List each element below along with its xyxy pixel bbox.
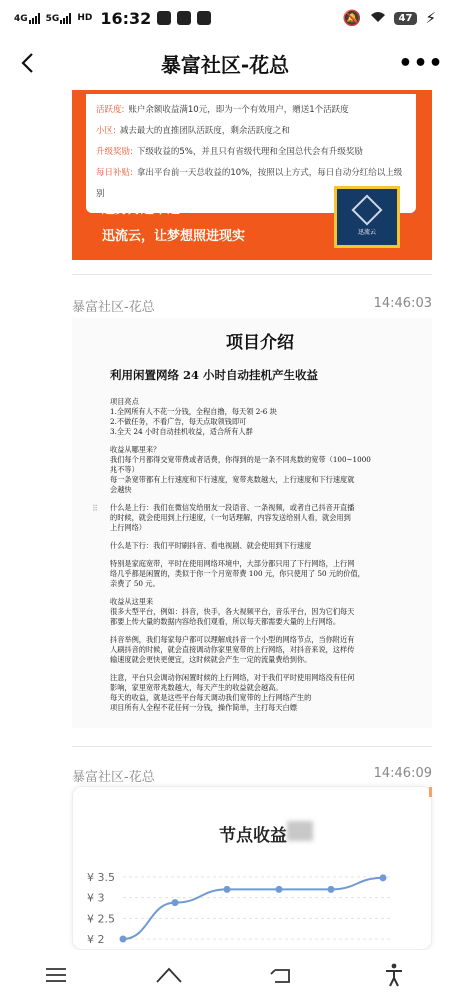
doc-line: 注意，平台只会调动你闲置时候的上行网络，对于我们平时使用网络没有任何 (110, 673, 355, 682)
series-line (123, 878, 383, 939)
chat-header (0, 36, 450, 90)
document-text (110, 328, 410, 713)
rule-line: 升级奖励: 下级收益的5%，并且只有省级代理和全国总代会有升级奖励 (96, 147, 363, 157)
doc-line: 每一条宽带都有上行速度和下行速度，宽带兆数越大，上行速度和下行速度就 (110, 475, 355, 484)
divider (72, 274, 432, 275)
data-point (120, 936, 127, 943)
doc-line: 我们每个月都得交宽带费或者话费，你得到的是一条不同兆数的宽带（100~1000 (110, 455, 371, 464)
divider (72, 746, 432, 747)
data-point (328, 886, 335, 893)
rule-line: 每日补贴: 拿出平台前一天总收益的10%，按照以上方式，每日自动分红给以上级别 (96, 168, 403, 199)
doc-line: 输速度就会更快更便宜，这时候就会产生一定的流量费给到你。 (110, 655, 312, 664)
doc-line: 影响，家里宽带兆数越大，每天产生的收益就会越高。 (110, 683, 283, 692)
home-button[interactable] (144, 955, 194, 995)
doc-gap (110, 627, 410, 635)
drag-handle-icon: ⠿ (92, 504, 98, 513)
doc-line: 什么是上行：我们在微信发给朋友一段语音、一条视频，或者自己抖音开直播 (110, 503, 355, 512)
chevron-left-icon (20, 52, 34, 74)
doc-line: 2.不做任务，不看广告，每天点取领钱即可 (110, 417, 247, 426)
doc-title: 项目介绍 (226, 333, 294, 353)
doc-line: 项目亮点 (110, 397, 139, 406)
chat-title: 暴富社区-花总 (160, 52, 290, 77)
app-icon (177, 11, 191, 25)
menu-icon (45, 967, 67, 983)
doc-line: 什么是下行：我们平时刷抖音、看电视剧、就会使用到下行速度 (110, 541, 312, 550)
back-nav-button[interactable] (256, 955, 306, 995)
chart-image[interactable] (72, 786, 432, 950)
doc-line: 3.全天 24 小时自动挂机收益，适合所有人群 (110, 427, 253, 436)
doc-gap (110, 437, 410, 445)
clock: 16:32 (100, 8, 152, 28)
data-point (276, 886, 283, 893)
message-sender: 暴富社区-花总 (72, 300, 155, 315)
doc-line: 每天的收益，就是这些平台每天调动我们宽带的上行网络产生的 (110, 693, 312, 702)
promo-image[interactable] (72, 90, 432, 260)
doc-line: 特别是家庭宽带，平时在使用网络环境中，大部分都只用了下行网络，上行网 (110, 559, 355, 568)
data-point (224, 886, 231, 893)
doc-line: 1.全网所有人不花一分钱，全程自撸，每天领 2-6 块 (110, 407, 277, 416)
network-4g: 4G (14, 13, 40, 24)
doc-gap (110, 551, 410, 559)
doc-line: 很多大型平台，例如：抖音，快手，各大视频平台，音乐平台，因为它们每天 (110, 607, 355, 616)
status-bar (0, 0, 450, 36)
doc-gap (110, 495, 410, 503)
promo-slogan: 越努力越幸运 迅流云，让梦想照进现实 (102, 202, 246, 244)
doc-gap (110, 665, 410, 673)
system-nav-bar (0, 950, 450, 1000)
data-point (172, 899, 179, 906)
message-time: 14:46:03 (373, 296, 432, 311)
doc-line: 收益从这里来 (110, 597, 154, 606)
rule-line: 活跃度: 账户余额收益满10元，即为一个有效用户，赠送1个活跃度 (96, 105, 349, 115)
doc-line: 抖音举例，我们每家每户都可以理解成抖音一个小型的网络节点，当你附近有 (110, 635, 355, 644)
accessibility-icon (384, 963, 404, 987)
doc-gap (110, 533, 410, 541)
doc-line: 会越快 (110, 485, 132, 494)
message-sender: 暴富社区-花总 (72, 770, 155, 785)
qr-logo: 迅流云 (334, 186, 400, 248)
battery-indicator: 47 (394, 12, 418, 25)
data-point (380, 874, 387, 881)
doc-subtitle: 利用闲置网络 24 小时自动挂机产生收益 (110, 368, 319, 382)
back-nav-icon (269, 966, 293, 984)
back-button[interactable] (10, 46, 44, 80)
doc-line: 兆不等） (110, 465, 139, 474)
status-left (14, 9, 211, 28)
doc-line: 亲费了 50 元。 (110, 579, 160, 588)
doc-line: 都要上传大量的数据内容给我们观看，所以每天都需要大量的上行网络。 (110, 617, 341, 626)
brand-logo-icon (351, 194, 382, 225)
document-image[interactable] (72, 318, 432, 728)
y-tick-label: ¥ 2.5 (87, 912, 115, 926)
doc-line: 人刷抖音的时候，就会直接调动你家里宽带的上行网络，对抖音来说，这样传 (110, 645, 355, 654)
status-right (343, 9, 436, 27)
charging-icon: ⚡ (425, 9, 436, 27)
doc-gap (110, 589, 410, 597)
home-icon (155, 966, 183, 984)
rule-line: 小区: 减去最大的直推团队活跃度，剩余活跃度之和 (96, 126, 290, 136)
doc-line: 络几乎都是闲置的，类似于你一个月宽带费 100 元，你只使用了 50 元的价值， (110, 569, 365, 578)
wechat-icon (157, 11, 171, 25)
y-tick-label: ¥ 3.5 (87, 871, 115, 884)
mute-icon: 🔕 (342, 9, 362, 27)
message-time: 14:46:09 (373, 766, 432, 781)
network-5g: 5G (46, 13, 72, 24)
chart-title: 节点收益 (219, 826, 287, 846)
doc-line: 项目所有人全程不花任何一分钱，操作简单，主打每天白嫖 (110, 703, 297, 712)
wifi-icon (370, 9, 386, 27)
doc-line: 上行网络） (110, 523, 146, 532)
doc-line: 的时候，就会使用到上行速度，（一句话理解，内容发送给别人看，就会用到 (110, 513, 351, 522)
y-tick-label: ¥ 3 (87, 891, 105, 905)
more-options-button[interactable] (398, 46, 444, 80)
doc-body (110, 397, 410, 713)
menu-button[interactable] (31, 955, 81, 995)
accessibility-button[interactable] (369, 955, 419, 995)
y-tick-label: ¥ 2 (87, 933, 105, 946)
line-chart (73, 787, 433, 950)
more-icon: ••• (398, 50, 444, 76)
app2-icon (197, 11, 211, 25)
chat-content[interactable] (0, 90, 450, 950)
doc-line: 收益从哪里来？ (110, 445, 161, 454)
hd-icon: HD (77, 13, 93, 23)
